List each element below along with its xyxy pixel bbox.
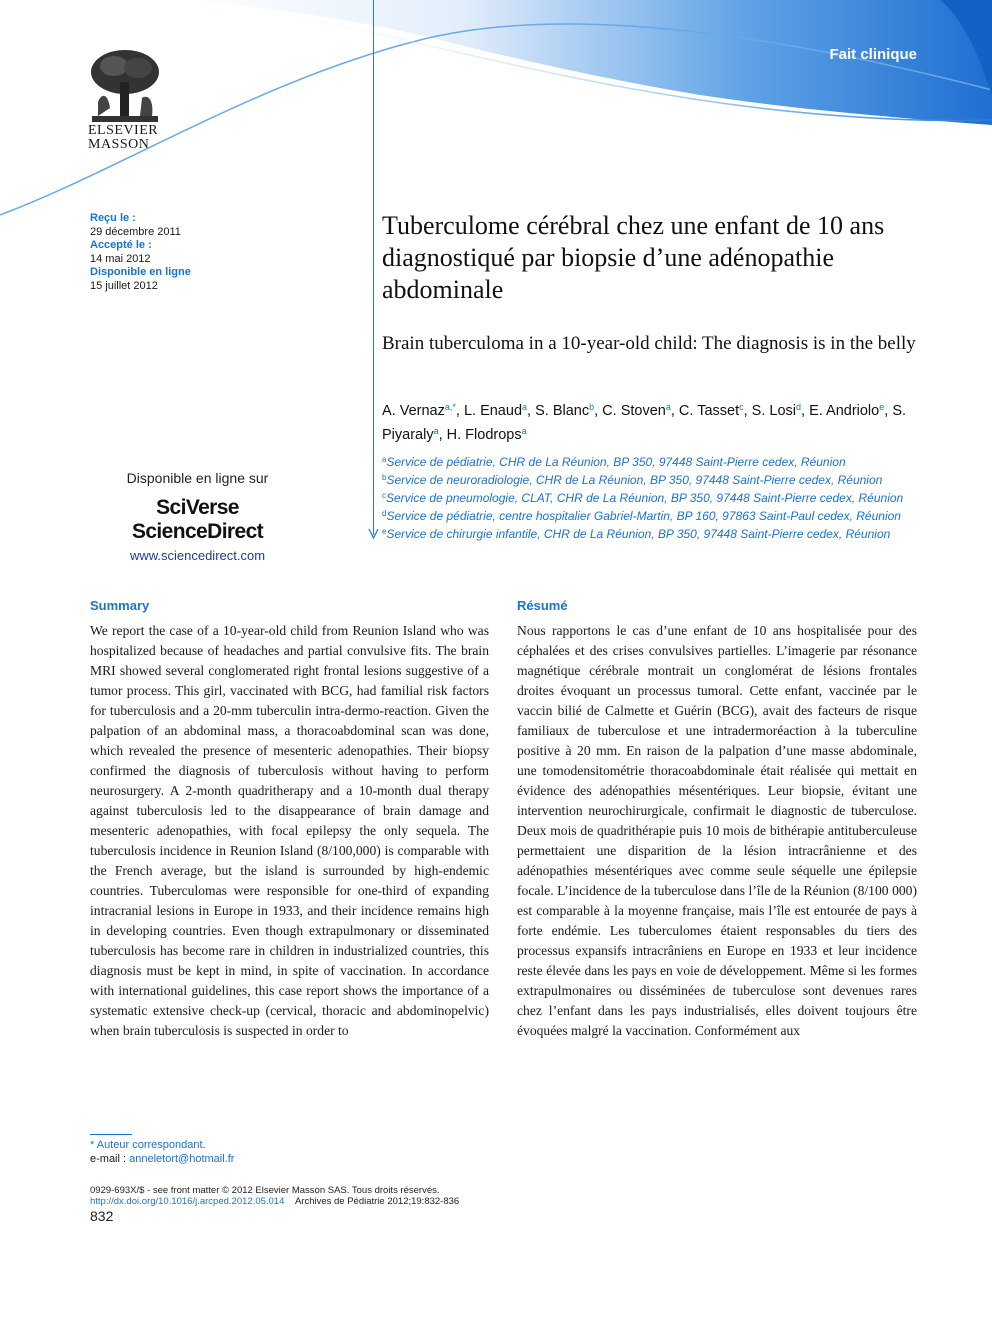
article-dates [90,212,191,293]
online-availability-text: Disponible en ligne sur [126,470,269,486]
author: H. Flodrops$^a$ [446,426,527,443]
author: S. Piyaraly$^a$ [382,403,907,443]
elsevier-tree-logo [84,42,166,124]
affiliation-list [382,452,922,542]
accepted-label: Accepté le : [90,239,152,251]
arrow-down-icon [368,528,379,539]
author: A. Vernaz$^{a,*}$ [382,402,456,419]
author: C. Stoven$^a$ [602,402,671,419]
online-label: Disponible en ligne [90,266,191,278]
publisher-wordmark [88,123,159,152]
corresponding-author-note: * Auteur correspondant. [90,1139,206,1151]
affiliation: $^d$Service de pédiatrie, centre hospitalier Gabriel-Martin, BP 160, 97863 Saint-Paul cedex, Réunion [382,509,901,523]
summary-heading: Summary [90,598,150,613]
section-label: Fait clinique [829,46,917,63]
author: C. Tasset$^c$ [678,402,744,419]
article-subtitle: Brain tuberculoma in a 10-year-old child: The diagnosis is in the belly [382,333,916,354]
email-link[interactable]: anneletort@hotmail.fr [129,1153,235,1165]
received-date: 29 décembre 2011 [90,225,181,238]
sciencedirect-logo: SciVerse ScienceDirect [131,496,264,543]
issn-copyright: 0929-693X/$ - see front matter © 2012 Elsevier Masson SAS. Tous droits réservés. [90,1185,440,1196]
affiliation: $^a$Service de pédiatrie, CHR de La Réunion, BP 350, 97448 Saint-Pierre cedex, Réunion [382,455,846,469]
page-number: 832 [90,1208,114,1224]
resume-heading: Résumé [517,598,568,613]
online-date: 15 juillet 2012 [90,279,158,292]
affiliation: $^c$Service de pneumologie, CLAT, CHR de La Réunion, BP 350, 97448 Saint-Pierre cedex, Réunion [382,491,904,505]
resume-text: Nous rapportons le cas d’une enfant de 10 ans hospitalisée pour des céphalées et des crises convulsives partielles. L’imagerie par résonance magnétique cérébrale montrait un conglomérat de lésions frontales droites évoquant un processus tumoral. Cette enfant, vaccinée par le vaccin bilié de Calmette et Guérin (BCG), avait des facteurs de risque familiaux de tuberculose et une intradermoréaction à la tuberculine positive à 20 mm. En raison de la palpation d’une masse abdominale, une tomodensitométrie thoracoabdominale était réalisée qui mettait en évidence des adénopathies mésentériques. Leur biopsie, évitant une intervention neurochirurgicale, confirmait le diagnostic de tuberculose. Deux mois de quadrithérapie puis 10 mois de bithérapie antituberculeuse permettaient une disparition de la lésion intracrânienne et des adénopathies mésentériques avec comme seule séquelle une épilepsie focale. L’incidence de la tuberculose dans l’île de la Réunion (8/100 000) est comparable à la moyenne française, mais l’île est entourée de pays à forte endémie. Les tuberculomes étaient responsables du tiers des processus expansifs intracrâniens en Europe en 1933 et leur incidence reste élevée dans les pays en voie de développement. Même si les formes extrapulmonaires ou disséminées de tuberculose sont devenues rares chez l’enfant dans les pays industrialisés, elles doivent toujours être évoquées malgré la vaccination. Conformément aux [517,623,917,1038]
email-line [90,1152,234,1166]
header-divider-line [373,0,374,535]
doi-link[interactable]: http://dx.doi.org/10.1016/j.arcped.2012.05.014 [90,1196,285,1207]
accepted-date: 14 mai 2012 [90,252,151,265]
author: E. Andriolo$^e$ [809,402,885,419]
author: S. Losi$^d$ [751,402,802,419]
publisher-line-1: ELSEVIER [88,123,159,138]
summary-text: We report the case of a 10-year-old child from Reunion Island who was hospitalized because of headaches and partial convulsive fits. The brain MRI showed several conglomerated right frontal lesions suggestive of a tumor process. This girl, vaccinated with BCG, had familial risk factors for tuberculosis and a 20-mm tuberculin intra-dermo-reaction. Given the palpation of an abdominal mass, a thoracoabdominal scan was done, which revealed the presence of mesenteric adenopathies. Their biopsy confirmed the diagnosis of tuberculosis without having to perform neurosurgery. A 2-month quadritherapy and a 10-month dual therapy against tuberculosis led to the disappearance of brain damage and mesenteric adenopathies, with focal epilepsy the only sequela. The tuberculosis incidence in Reunion Island (8/100,000) is comparable with the French average, but the island is surrounded by high-endemic countries. Tuberculomas were responsible for one-third of expanding intracranial lesions in Europe in 1933, and their incidence remains high in developing countries. Even though extrapulmonary or disseminated tuberculosis has become rare in children in industrialized countries, this diagnosis must be kept in mind, in spite of vaccination. In accordance with international guidelines, this case report shows the importance of a systematic extensive check-up (cervical, thoracic and abdominopelvic) when brain tuberculosis is suspected in order to [90,623,489,1038]
affiliation: $^e$Service de chirurgie infantile, CHR de La Réunion, BP 350, 97448 Saint-Pierre cedex, Réunion [382,527,891,541]
online-availability [90,470,305,563]
doi-line [90,1196,459,1207]
author: L. Enaud$^a$ [463,402,528,419]
journal-citation: Archives de Pédiatrie 2012;19:832-836 [294,1196,460,1207]
footnote-divider [90,1134,132,1135]
email-label: e-mail : [90,1153,130,1165]
article-title: Tuberculome cérébral chez une enfant de 10 ans diagnostiqué par biopsie d’une adénopathie abdominale [382,211,885,304]
page-footer [90,1185,459,1207]
received-label: Reçu le : [90,212,136,224]
author-list: A. Vernaz$^{a,*}$, L. Enaud$^a$, S. Blanc$^b$, C. Stoven$^a$, C. Tasset$^c$, S. Losi$^d$, E. Andriolo$^e$, S. Piyaraly$^a$, H. Flodrops$^a$ [382,402,907,443]
publisher-line-2: MASSON [88,137,150,152]
author: S. Blanc$^b$ [535,402,595,419]
sciencedirect-link[interactable]: www.sciencedirect.com [129,548,266,563]
footnote [90,1138,234,1166]
affiliation: $^b$Service de neuroradiologie, CHR de La Réunion, BP 350, 97448 Saint-Pierre cedex, Réunion [382,473,883,487]
